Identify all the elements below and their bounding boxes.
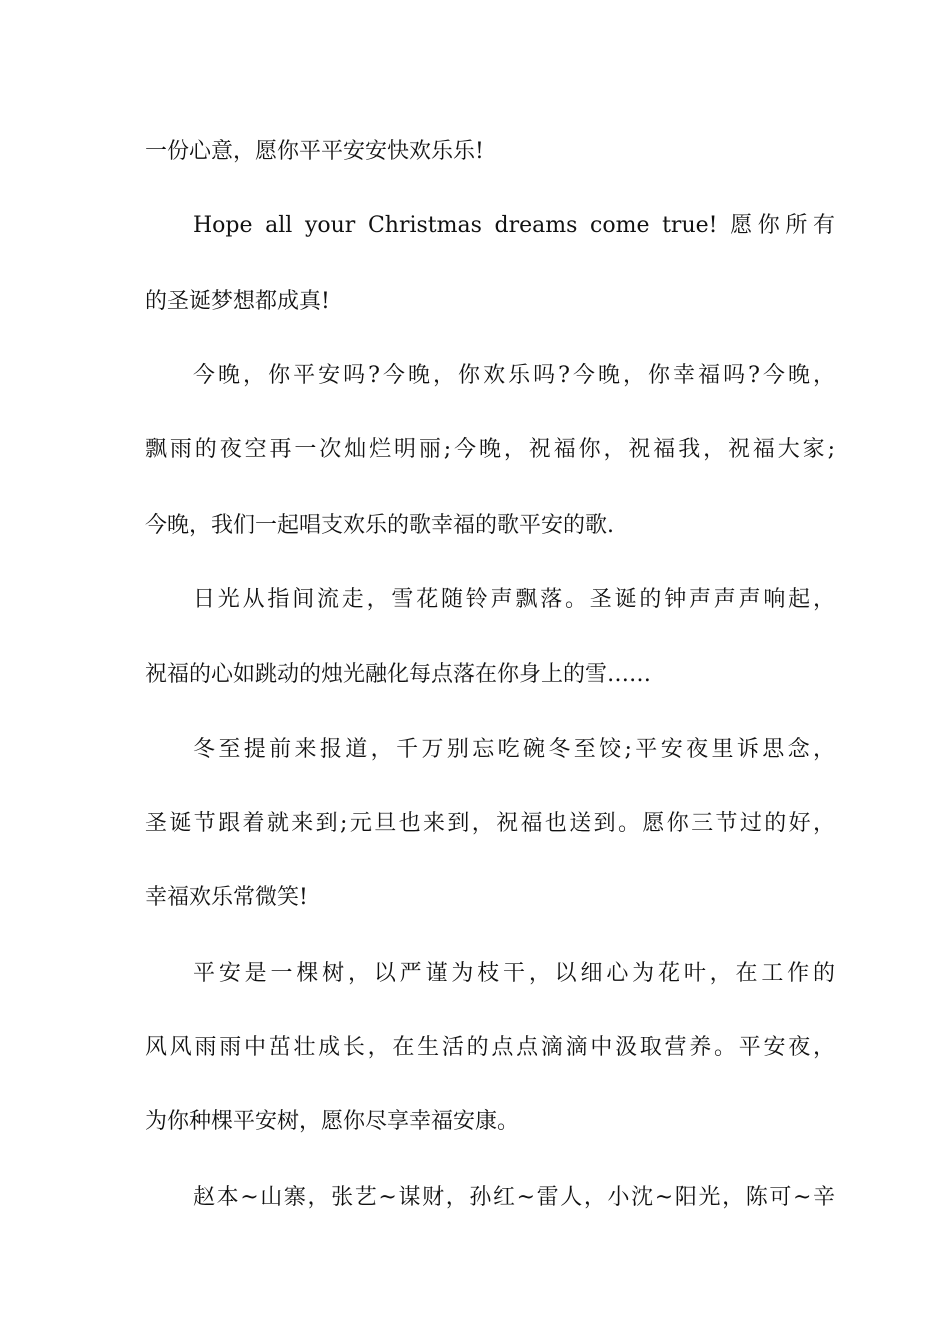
text-line: Hope all your Christmas dreams come true! 愿你所有 bbox=[193, 213, 835, 238]
text-line: 祝福的心如跳动的烛光融化每点落在你身上的雪…… bbox=[145, 662, 652, 687]
text-line: 赵本~山寨，张艺~谋财，孙红~雷人，小沈~阳光，陈可~辛 bbox=[193, 1185, 835, 1210]
text-line: 一份心意，愿你平平安安快欢乐乐! bbox=[145, 139, 484, 164]
text-line: 平安是一棵树，以严谨为枝干，以细心为花叶，在工作的 bbox=[193, 961, 835, 986]
text-line: 今晚，我们一起唱支欢乐的歌幸福的歌平安的歌. bbox=[145, 513, 614, 538]
text-line: 幸福欢乐常微笑! bbox=[145, 885, 308, 910]
text-line: 的圣诞梦想都成真! bbox=[145, 289, 330, 314]
text-line: 飘雨的夜空再一次灿烂明丽;今晚，祝福你，祝福我，祝福大家; bbox=[145, 437, 835, 462]
text-line: 日光从指间流走，雪花随铃声飘落。圣诞的钟声声声响起， bbox=[193, 587, 835, 612]
text-line: 冬至提前来报道，千万别忘吃碗冬至饺;平安夜里诉思念， bbox=[193, 737, 835, 762]
text-line: 今晚，你平安吗?今晚，你欢乐吗?今晚，你幸福吗?今晚， bbox=[193, 363, 835, 388]
text-line: 为你种棵平安树，愿你尽享幸福安康。 bbox=[145, 1109, 520, 1134]
text-line: 风风雨雨中茁壮成长，在生活的点点滴滴中汲取营养。平安夜， bbox=[145, 1035, 835, 1060]
text-line: 圣诞节跟着就来到;元旦也来到，祝福也送到。愿你三节过的好， bbox=[145, 811, 835, 836]
